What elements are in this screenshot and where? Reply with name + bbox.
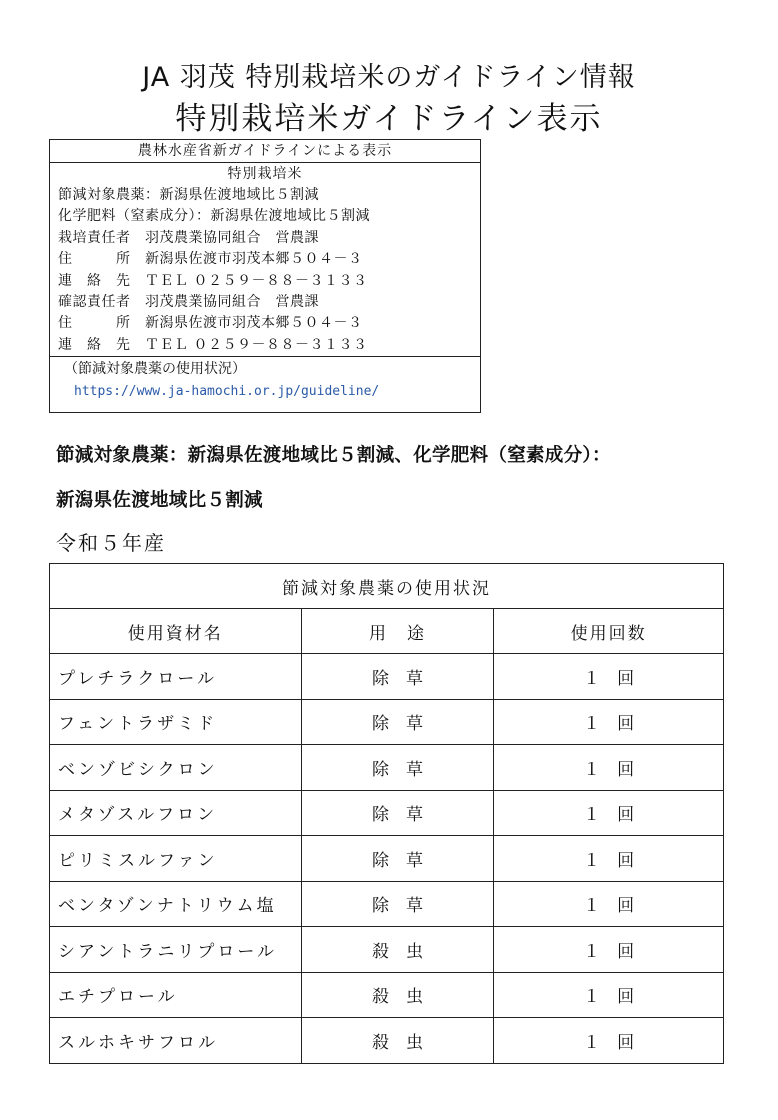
summary-line-1: 節減対象農薬：新潟県佐渡地域比５割減、化学肥料（窒素成分）： [56, 445, 611, 466]
material-purpose: 殺 虫 [301, 972, 494, 1018]
table-caption: 節減対象農薬の使用状況 [50, 564, 724, 609]
guideline-link[interactable]: https://www.ja-hamochi.or.jp/guideline/ [74, 384, 380, 400]
table-row [50, 1018, 724, 1064]
table-row [50, 745, 724, 791]
guideline-label-box [49, 139, 481, 413]
label-line-grower: 栽培責任者 羽茂農業協同組合 営農課 [58, 229, 319, 246]
label-line-pesticide: 節減対象農薬：新潟県佐渡地域比５割減 [58, 187, 319, 203]
material-purpose: 除 草 [301, 836, 494, 882]
material-purpose: 除 草 [301, 790, 494, 836]
table-row [50, 836, 724, 882]
label-line-grower-address: 住 所 新潟県佐渡市羽茂本郷５０４－３ [58, 251, 363, 268]
material-purpose: 殺 虫 [301, 927, 494, 973]
material-purpose: 除 草 [301, 699, 494, 745]
usage-count: １ 回 [494, 654, 724, 700]
material-name: プレチラクロール [50, 654, 302, 700]
page-title: JA 羽茂 特別栽培米のガイドライン情報 [142, 62, 636, 93]
material-name: フェントラザミド [50, 699, 302, 745]
column-header-material: 使用資材名 [50, 609, 302, 654]
material-name: メタゾスルフロン [50, 790, 302, 836]
usage-count: １ 回 [494, 790, 724, 836]
label-line-verifier: 確認責任者 羽茂農業協同組合 営農課 [58, 293, 319, 310]
table-row [50, 881, 724, 927]
material-name: エチプロール [50, 972, 302, 1018]
material-purpose: 除 草 [301, 654, 494, 700]
material-purpose: 殺 虫 [301, 1018, 494, 1064]
page-subtitle: 特別栽培米ガイドライン表示 [175, 101, 603, 137]
column-header-purpose: 用 途 [301, 609, 494, 654]
label-box-heading: 農林水産省新ガイドラインによる表示 [50, 140, 480, 163]
material-purpose: 除 草 [301, 881, 494, 927]
pesticide-usage-table [49, 563, 724, 1064]
summary-line-2: 新潟県佐渡地域比５割減 [56, 490, 263, 511]
table-row [50, 699, 724, 745]
material-name: シアントラニリプロール [50, 927, 302, 973]
material-name: スルホキサフロル [50, 1018, 302, 1064]
label-box-product: 特別栽培米 [227, 166, 303, 182]
usage-count: １ 回 [494, 745, 724, 791]
production-year: 令和５年産 [56, 531, 166, 555]
usage-count: １ 回 [494, 927, 724, 973]
usage-count: １ 回 [494, 881, 724, 927]
label-line-verifier-contact: 連 絡 先 ＴＥＬ ０２５９－８８－３１３３ [58, 336, 368, 353]
label-box-footer [50, 356, 480, 404]
column-header-count: 使用回数 [494, 609, 724, 654]
usage-count: １ 回 [494, 972, 724, 1018]
material-name: ベンタゾンナトリウム塩 [50, 881, 302, 927]
material-name: ピリミスルファン [50, 836, 302, 882]
label-line-fertilizer: 化学肥料（窒素成分）：新潟県佐渡地域比５割減 [58, 208, 370, 225]
usage-count: １ 回 [494, 699, 724, 745]
table-row [50, 927, 724, 973]
material-purpose: 除 草 [301, 745, 494, 791]
label-box-note: （節減対象農薬の使用状況） [64, 361, 246, 378]
table-row [50, 654, 724, 700]
table-row [50, 790, 724, 836]
table-row [50, 972, 724, 1018]
label-line-verifier-address: 住 所 新潟県佐渡市羽茂本郷５０４－３ [58, 315, 363, 332]
usage-count: １ 回 [494, 836, 724, 882]
label-line-grower-contact: 連 絡 先 ＴＥＬ ０２５９－８８－３１３３ [58, 272, 368, 289]
material-name: ベンゾビシクロン [50, 745, 302, 791]
usage-count: １ 回 [494, 1018, 724, 1064]
